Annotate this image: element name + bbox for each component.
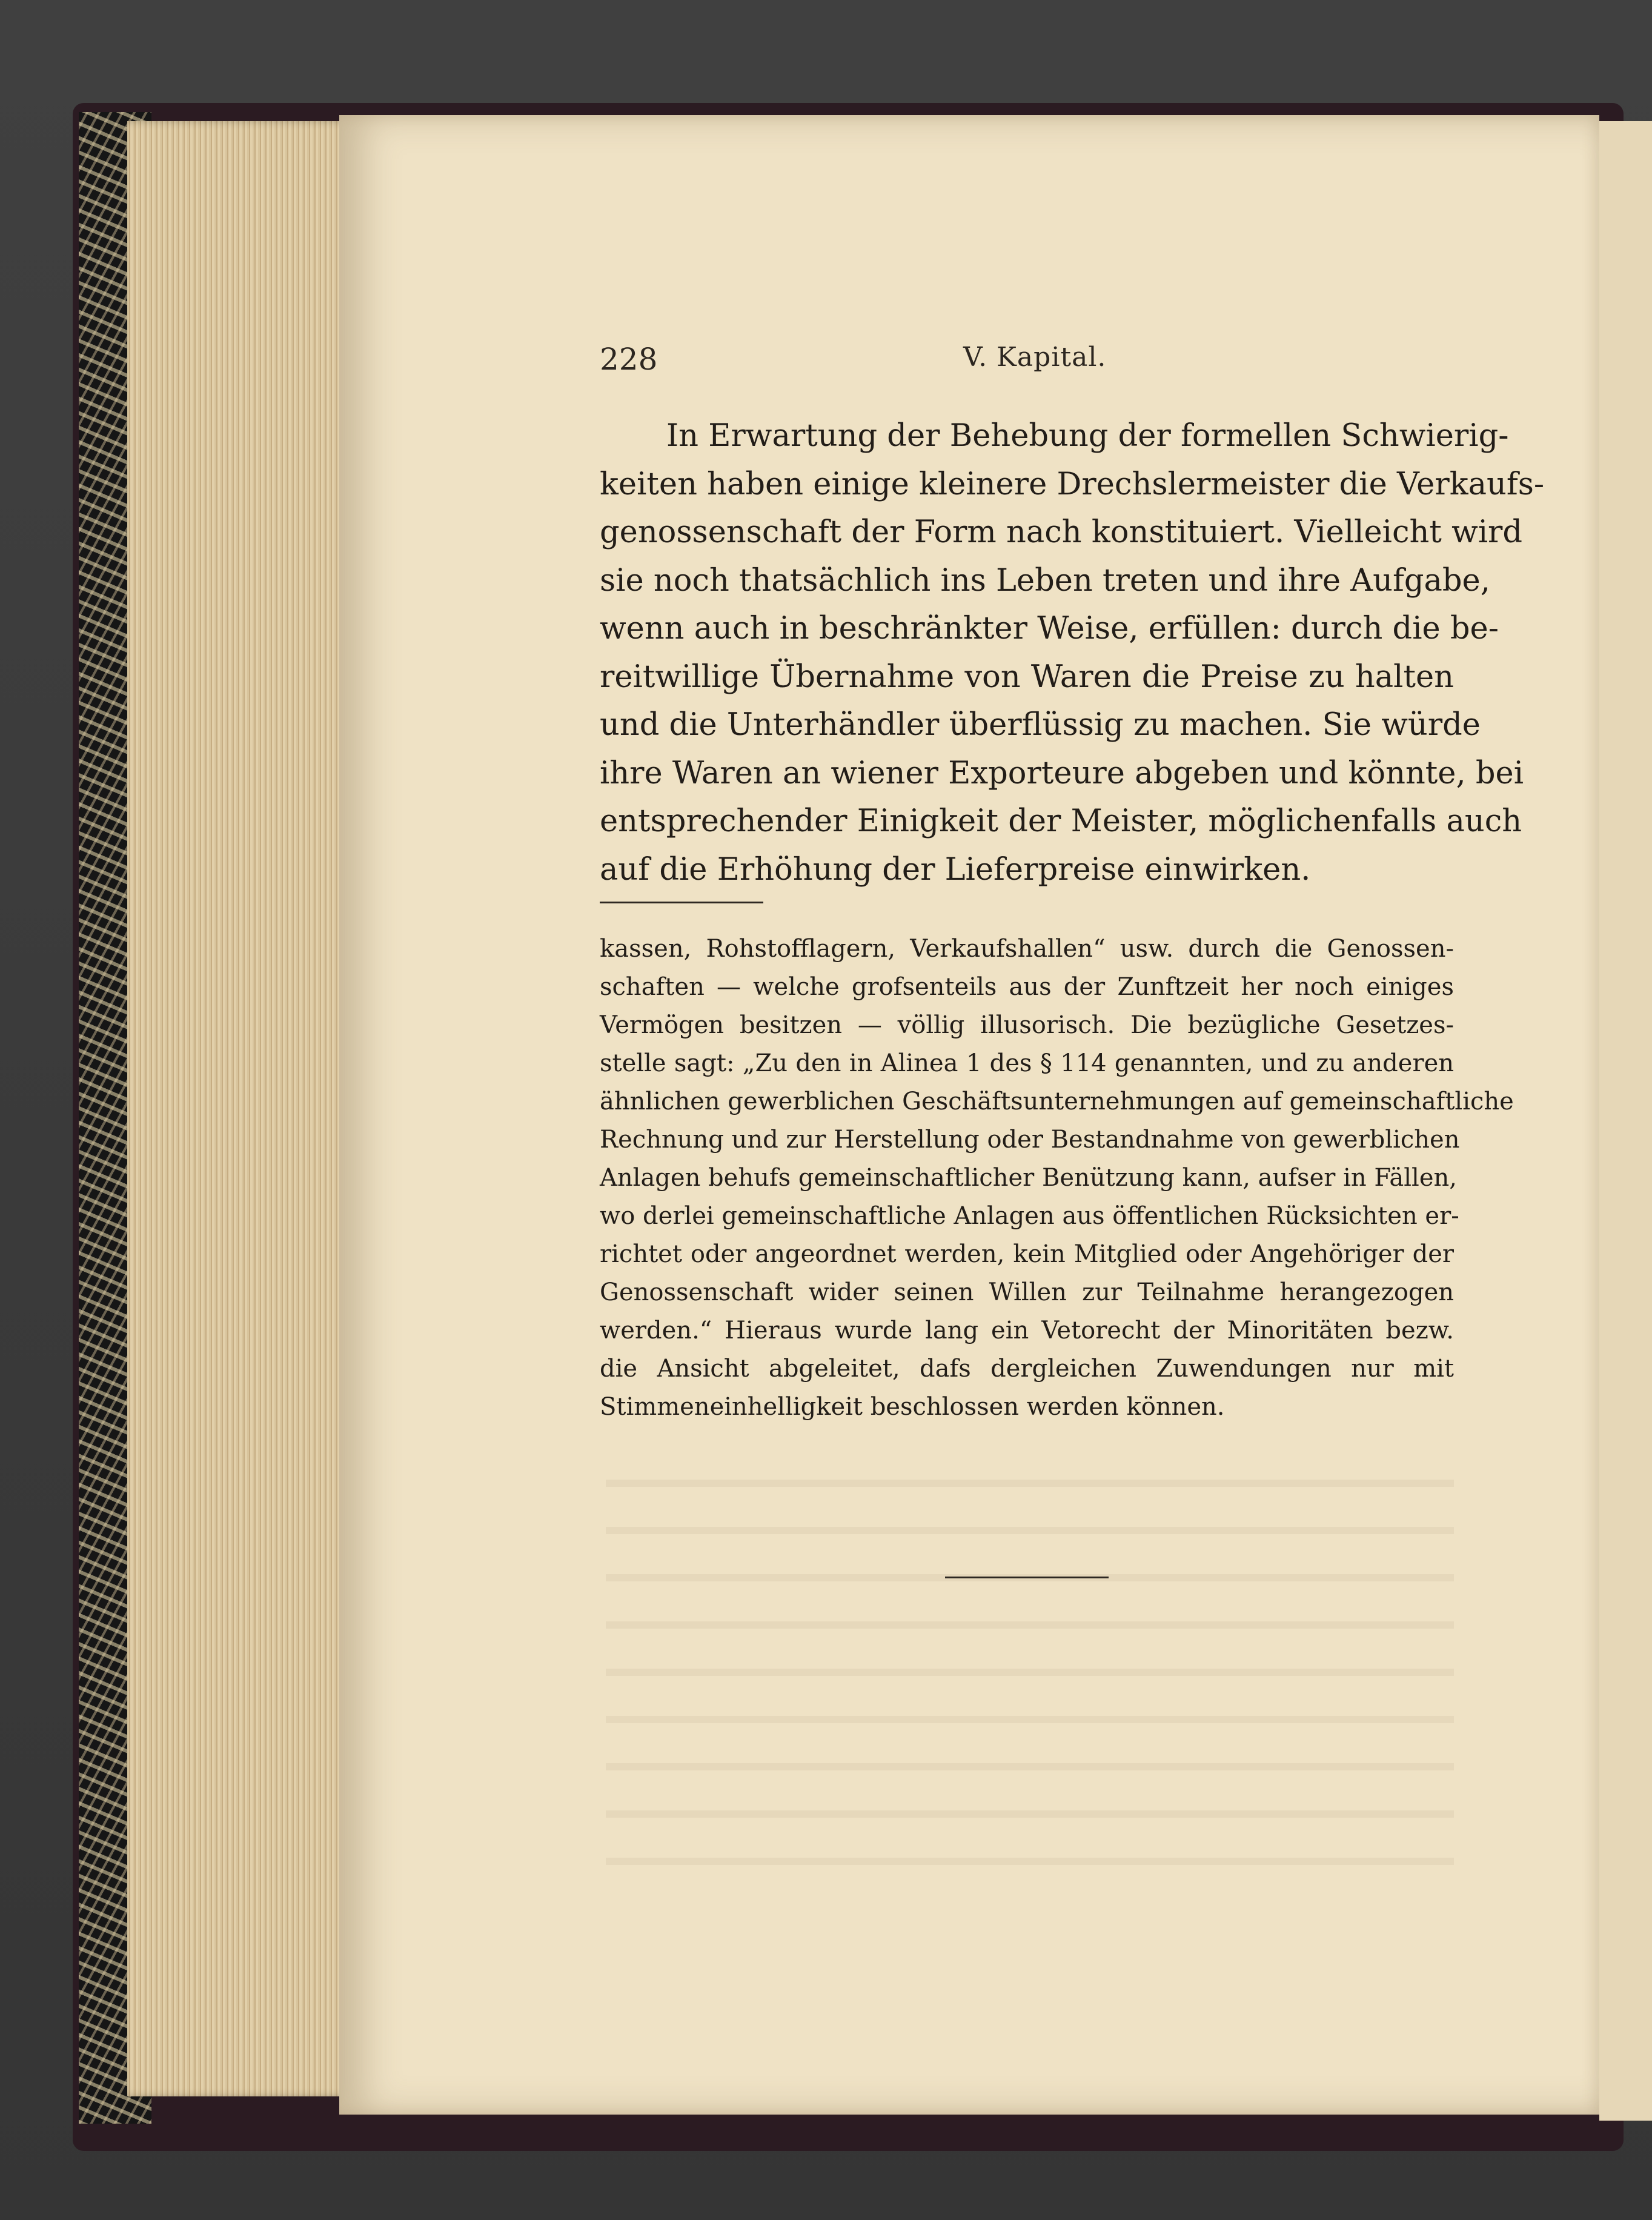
footnote-line: Anlagen behufs gemeinschaftlicher Benützung kann, aufser in Fällen,	[600, 1164, 1457, 1192]
footnote-line: die Ansicht abgeleitet, dafs dergleichen Zuwendungen nur mit	[600, 1355, 1454, 1383]
text-line: entsprechender Einigkeit der Meister, möglichenfalls auch	[600, 803, 1522, 839]
text-line: wenn auch in beschränkter Weise, erfüllen: durch die be-	[600, 611, 1499, 646]
text-line: auf die Erhöhung der Lieferpreise einwirken.	[600, 851, 1311, 888]
section-end-rule	[945, 1577, 1109, 1578]
footnote-separator	[600, 902, 763, 903]
footnote-text	[600, 930, 1514, 1426]
footnote-line: wo derlei gemeinschaftliche Anlagen aus öffentlichen Rücksichten er-	[600, 1202, 1459, 1230]
text-line: keiten haben einige kleinere Drechslermeister die Verkaufs-	[600, 466, 1545, 502]
text-line: reitwillige Übernahme von Waren die Preise zu halten	[600, 659, 1454, 695]
text-line: ihre Waren an wiener Exporteure abgeben und könnte, bei	[600, 755, 1524, 791]
show-through-texture	[606, 1454, 1454, 1878]
footnote-line: Rechnung und zur Herstellung oder Bestandnahme von gewerblichen	[600, 1126, 1460, 1154]
footnote-line: Vermögen besitzen — völlig illusorisch. Die bezügliche Gesetzes-	[600, 1011, 1454, 1039]
running-head	[600, 342, 1454, 384]
chapter-title: V. Kapital.	[963, 342, 1107, 373]
facing-page-edge	[1599, 121, 1652, 2121]
footnote-line: werden.“ Hieraus wurde lang ein Vetorecht der Minoritäten bezw.	[600, 1317, 1454, 1344]
text-line: In Erwartung der Behebung der formellen Schwierig-	[666, 418, 1509, 454]
footnote-line: stelle sagt: „Zu den in Alinea 1 des § 114 genannten, und zu anderen	[600, 1049, 1454, 1077]
text-line: und die Unterhändler überflüssig zu machen. Sie würde	[600, 707, 1481, 743]
footnote-line: kassen, Rohstofflagern, Verkaufshallen“ usw. durch die Genossen-	[600, 935, 1454, 963]
text-line: sie noch thatsächlich ins Leben treten und ihre Aufgabe,	[600, 562, 1490, 599]
footnote-line: Stimmeneinhelligkeit beschlossen werden können.	[600, 1393, 1225, 1421]
footnote-line: Genossenschaft wider seinen Willen zur Teilnahme herangezogen	[600, 1278, 1454, 1306]
footnote-line: richtet oder angeordnet werden, kein Mitglied oder Angehöriger der	[600, 1240, 1454, 1268]
text-line: genossenschaft der Form nach konstituiert. Vielleicht wird	[600, 514, 1523, 550]
footnote-line: schaften — welche grofsenteils aus der Zunftzeit her noch einiges	[600, 973, 1454, 1001]
main-paragraph	[600, 412, 1545, 894]
page-stack-edge	[127, 121, 357, 2096]
page-number: 228	[600, 342, 658, 377]
footnote-line: ähnlichen gewerblichen Geschäftsunternehmungen auf gemeinschaftliche	[600, 1088, 1514, 1115]
